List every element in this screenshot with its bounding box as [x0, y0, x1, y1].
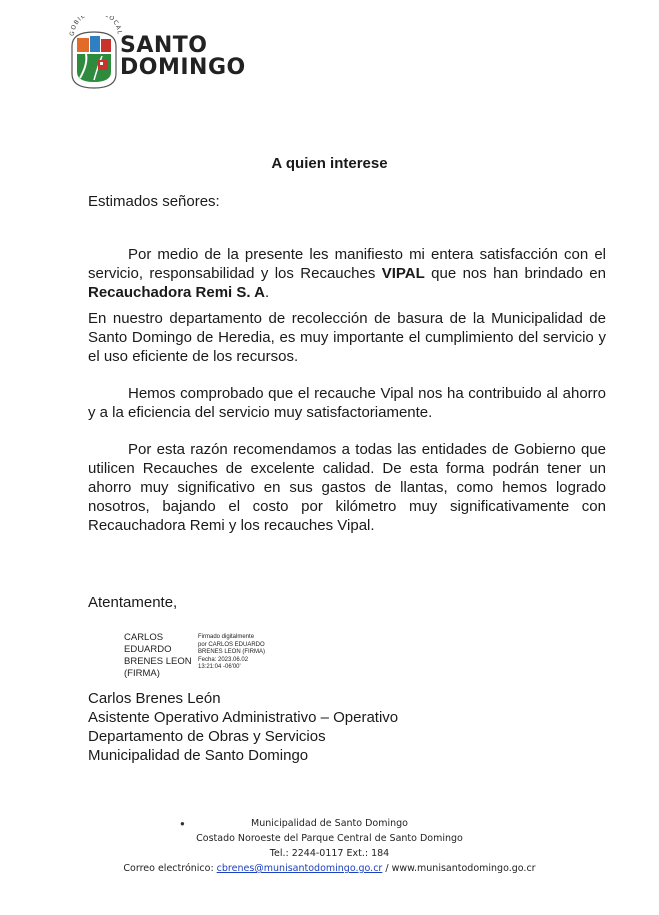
- sig-meta-line: Fecha: 2023.06.02: [198, 656, 249, 663]
- santo-domingo-emblem-icon: [68, 24, 120, 92]
- signer-position: Asistente Operativo Administrativo – Operativo: [88, 709, 399, 726]
- p1-text-e: .: [265, 284, 270, 301]
- sig-name-line: (FIRMA): [124, 668, 160, 679]
- salutation: Estimados señores:: [88, 193, 220, 210]
- closing: Atentamente,: [88, 594, 178, 611]
- p1-text-c: que nos han brindado en: [424, 265, 606, 282]
- paragraph-2: En nuestro departamento de recolección de basura de la Municipalidad de Santo Domingo de Heredia, es muy importante el cumplimiento del servicio y el uso eficiente de los recursos.: [88, 310, 606, 365]
- p1-text-a: Por medio de la presente les manifiesto mi entera satisfacción con el servicio, responsabilidad y los Recauches: [88, 246, 606, 282]
- footer-dot-icon: ●: [180, 819, 185, 828]
- sig-name-line: BRENES LEON: [124, 656, 192, 667]
- footer-line-3: Tel.: 2244-0117 Ext.: 184: [269, 848, 390, 859]
- email-label: Correo electrónico:: [123, 863, 217, 874]
- sig-meta-line: 13:21:04 -06'00': [198, 664, 241, 671]
- footer-contact: [0, 861, 659, 876]
- sig-name-line: CARLOS: [124, 632, 164, 643]
- logo-line-santo: SANTO: [120, 33, 208, 58]
- email-link[interactable]: cbrenes@munisantodomingo.go.cr: [216, 863, 383, 874]
- logo-wordmark: [120, 35, 246, 79]
- sig-meta-line: Firmado digitalmente: [198, 634, 255, 640]
- digital-signature-meta: [198, 634, 265, 672]
- letter-title: A quien interese: [271, 155, 388, 172]
- website-text: / www.munisantodomingo.go.cr: [382, 863, 536, 874]
- paragraph-4: [88, 440, 606, 535]
- sig-meta-line: por CARLOS EDUARDO: [198, 641, 265, 648]
- logo-arc-label: GOBIE OCAL: [68, 16, 124, 37]
- paragraph-1: [88, 245, 606, 302]
- sig-name-line: EDUARDO: [124, 644, 172, 655]
- signer-department: Departamento de Obras y Servicios: [88, 728, 326, 745]
- digital-signature-name: [124, 632, 192, 680]
- logo-line-domingo: DOMINGO: [120, 55, 246, 80]
- p1-company: Recauchadora Remi S. A: [88, 284, 266, 301]
- footer-line-2: Costado Noroeste del Parque Central de Santo Domingo: [196, 833, 463, 844]
- signer-institution: Municipalidad de Santo Domingo: [88, 747, 309, 764]
- p3-text: Hemos comprobado que el recauche Vipal nos ha contribuido al ahorro y a la eficiencia del servicio muy satisfactoriamente.: [88, 385, 606, 421]
- municipal-logo: [68, 16, 258, 96]
- signer-name: Carlos Brenes León: [88, 690, 221, 707]
- footer: [0, 816, 659, 876]
- footer-line-1: Municipalidad de Santo Domingo: [251, 818, 408, 829]
- p4-text: Por esta razón recomendamos a todas las entidades de Gobierno que utilicen Recauches de excelente calidad. De esta forma podrán tener un ahorro muy significativo en sus gastos de llantas, como hemos logrado nosotros, bajando el costo por kilómetro muy significativamente con Recauchadora Remi y los recauches Vipal.: [88, 441, 606, 534]
- signer-block: [88, 689, 398, 765]
- paragraph-3: [88, 384, 606, 422]
- sig-meta-line: BRENES LEON (FIRMA): [198, 649, 266, 656]
- p1-vipal: VIPAL: [381, 265, 425, 282]
